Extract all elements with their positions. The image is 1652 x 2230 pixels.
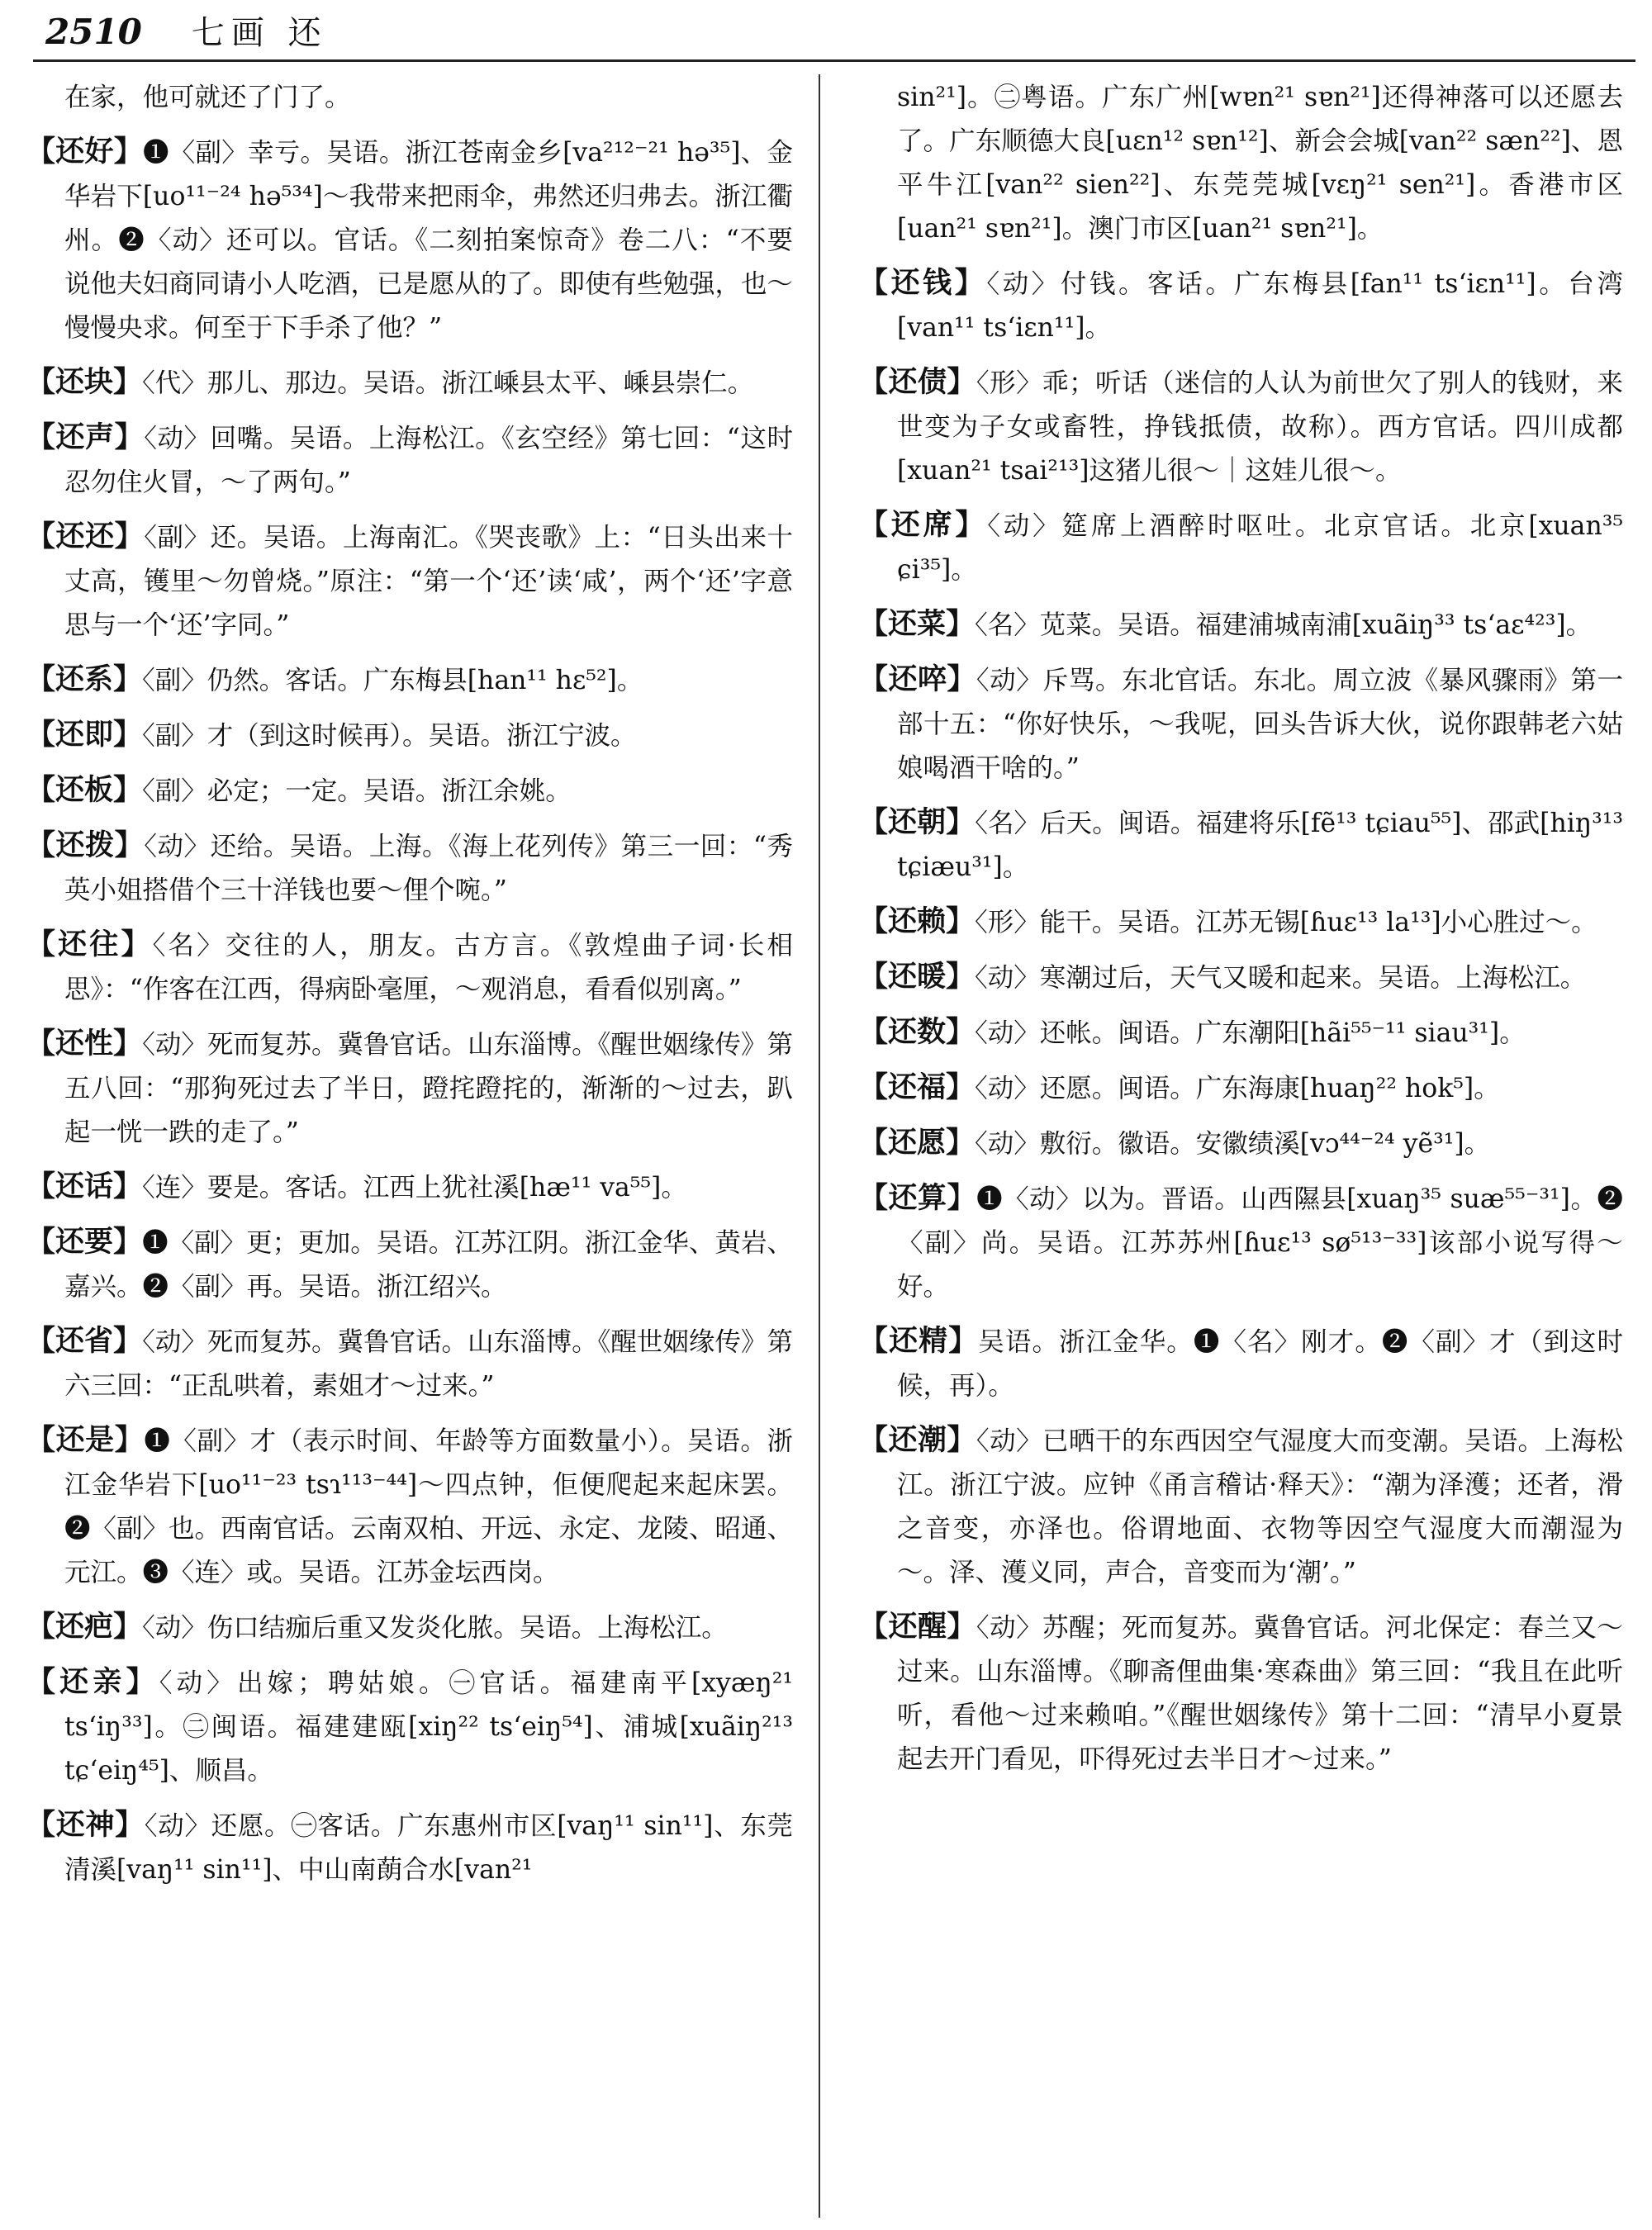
page-number: 2510 (45, 12, 142, 52)
headword: 【还即】 (26, 718, 143, 752)
headword: 【还席】 (859, 508, 988, 542)
dictionary-entry: 【还啐】〈动〉斥骂。东北官话。东北。周立波《暴风骤雨》第一部十五：“你好快乐，～我呢，回头告诉大伙，说你跟韩老六姑娘喝酒干啥的。” (859, 662, 1623, 783)
dictionary-entry: 【还精】吴语。浙江金华。❶〈名〉刚才。❷〈副〉才（到这时候，再）。 (859, 1324, 1623, 1401)
dictionary-entry: 【还亲】〈动〉出嫁；聘姑娘。㊀官话。福建南平[xyæŋ²¹ tsʻiŋ³³]。㊁闽语。福建建瓯[xiŋ²² tsʻeiŋ⁵⁴]、浦城[xuãiŋ²¹³ tɕʻeiŋ⁴⁵]、顺昌。 (26, 1665, 793, 1786)
section-title: 七画 还 (191, 14, 328, 52)
dictionary-entry: 【还要】❶〈副〉更；更加。吴语。江苏江阴。浙江金华、黄岩、嘉兴。❷〈副〉再。吴语。浙江绍兴。 (26, 1225, 793, 1302)
dictionary-entry: 【还赖】〈形〉能干。吴语。江苏无锡[ɦuɛ¹³ la¹³]小心胜过～。 (859, 904, 1597, 938)
dictionary-entry: 【还好】❶〈副〉幸亏。吴语。浙江苍南金乡[va²¹²⁻²¹ hə³⁵]、金华岩下[uo¹¹⁻²⁴ hə⁵³⁴]～我带来把雨伞，弗然还归弗去。浙江衢州。❷〈动〉还可以。官话。《二刻拍案惊奇》卷二八：“不要说他夫妇商同请小人吃酒，已是愿从的了。即使有些勉强，也～慢慢央求。何至于下手杀了他？” (26, 135, 794, 343)
dictionary-entry: 【还暖】〈动〉寒潮过后，天气又暖和起来。吴语。上海松江。 (859, 960, 1587, 994)
dictionary-entry: 【还醒】〈动〉苏醒；死而复苏。冀鲁官话。河北保定：春兰又～过来。山东淄博。《聊斋俚曲集·寒森曲》第三回：“我且在此听听，看他～过来赖咱。”《醒世姻缘传》第十二回：“清早小夏景起去开门看见，吓得死过去半日才～过来。” (859, 1610, 1623, 1774)
dictionary-entry: 【还债】〈形〉乖；听话（迷信的人认为前世欠了别人的钱财，来世变为子女或畜牲，挣钱抵债，故称）。西方官话。四川成都[xuan²¹ tsai²¹³]这猪儿很～｜这娃儿很～。 (859, 365, 1623, 486)
dictionary-entry: sin²¹]。㊁粤语。广东广州[wɐn²¹ sɐn²¹]还得神落可以还愿去了。广东顺德大良[uɛn¹² sɐn¹²]、新会会城[van²² sæn²²]、恩平牛江[van²² sien²²]、东莞莞城[vɛŋ²¹ sen²¹]。香港市区[uan²¹ sɐn²¹]。澳门市区[uan²¹ sɐn²¹]。 (897, 83, 1623, 244)
dictionary-entry: 【还话】〈连〉要是。客话。江西上犹社溪[hæ¹¹ va⁵⁵]。 (26, 1170, 687, 1203)
dictionary-entry: 【还算】❶〈动〉以为。晋语。山西隰县[xuaŋ³⁵ suæ⁵⁵⁻³¹]。❷〈副〉尚。吴语。江苏苏州[ɦuɛ¹³ sø⁵¹³⁻³³]该部小说写得～好。 (859, 1181, 1623, 1302)
dictionary-entry: 【还即】〈副〉才（到这时候再）。吴语。浙江宁波。 (26, 718, 637, 752)
column-divider (819, 74, 820, 2218)
dictionary-entry: 【还性】〈动〉死而复苏。冀鲁官话。山东淄博。《醒世姻缘传》第五八回：“那狗死过去了半日，蹬挓蹬挓的，渐渐的～过去，趴起一恍一跌的走了。” (26, 1027, 793, 1147)
dictionary-entry: 【还板】〈副〉必定；一定。吴语。浙江余姚。 (26, 773, 572, 807)
headword: 【还朝】 (859, 805, 976, 839)
headword: 【还啐】 (859, 662, 976, 696)
dictionary-entry: 【还是】❶〈副〉才（表示时间、年龄等方面数量小）。吴语。浙江金华岩下[uo¹¹⁻²³ tsɿ¹¹³⁻⁴⁴]～四点钟，佢便爬起来起床罢。❷〈副〉也。西南官话。云南双柏、开远、永定、龙陵、昭通、元江。❸〈连〉或。吴语。江苏金坛西岗。 (26, 1423, 794, 1587)
headword: 【还数】 (859, 1015, 976, 1049)
headword: 【还暖】 (859, 960, 976, 994)
dictionary-entry: 【还钱】〈动〉付钱。客话。广东梅县[fan¹¹ tsʻiɛn¹¹]。台湾[van¹¹ tsʻiɛn¹¹]。 (859, 266, 1623, 343)
headword: 【还往】 (26, 928, 153, 961)
headword: 【还拨】 (26, 828, 145, 862)
dictionary-entry: 【还声】〈动〉回嘴。吴语。上海松江。《玄空经》第七回：“这时忍勿住火冒，～了两句。” (26, 420, 793, 497)
dictionary-entry: 【还潮】〈动〉已晒干的东西因空气湿度大而变潮。吴语。上海松江。浙江宁波。应钟《甬言稽诂·释天》：“潮为泽濩；还者，滑之音变，亦泽也。俗谓地面、衣物等因空气湿度大而潮湿为～。泽、濩义同，声合，音变而为‘潮’。” (859, 1423, 1623, 1587)
headword: 【还潮】 (859, 1423, 976, 1457)
left-column (26, 76, 793, 1902)
headword: 【还还】 (26, 520, 145, 553)
headword: 【还愿】 (859, 1126, 976, 1160)
dictionary-entry: 【还数】〈动〉还帐。闽语。广东潮阳[hãi⁵⁵⁻¹¹ siau³¹]。 (859, 1015, 1526, 1049)
dictionary-entry: 【还系】〈副〉仍然。客话。广东梅县[han¹¹ hɛ⁵²]。 (26, 662, 643, 696)
headword: 【还亲】 (26, 1665, 159, 1699)
headword: 【还块】 (26, 365, 143, 399)
headword: 【还赖】 (859, 904, 976, 938)
headword: 【还好】 (26, 135, 144, 168)
headword: 【还福】 (859, 1070, 976, 1104)
headword: 【还算】 (859, 1181, 977, 1215)
dictionary-entry: 【还福】〈动〉还愿。闽语。广东海康[huaŋ²² hok⁵]。 (859, 1070, 1500, 1104)
dictionary-entry: 【还朝】〈名〉后天。闽语。福建将乐[fẽ¹³ tɕiau⁵⁵]、邵武[hiŋ³¹³ tɕiæu³¹]。 (859, 805, 1623, 882)
headword: 【还声】 (26, 420, 145, 454)
dictionary-entry: 【还席】〈动〉筵席上酒醉时呕吐。北京官话。北京[xuan³⁵ ɕi³⁵]。 (859, 508, 1623, 585)
headword: 【还神】 (26, 1808, 145, 1842)
dictionary-entry: 【还菜】〈名〉苋菜。吴语。福建浦城南浦[xuãiŋ³³ tsʻaɛ⁴²³]。 (859, 607, 1593, 641)
dictionary-entry: 【还还】〈副〉还。吴语。上海南汇。《哭丧歌》上：“日头出来十丈高，镬里～勿曾烧。”原注：“第一个‘还’读‘咸’，两个‘还’字意思与一个‘还’字同。” (26, 520, 793, 640)
headword: 【还要】 (26, 1225, 143, 1259)
headword: 【还精】 (859, 1324, 979, 1358)
header-rule (33, 59, 1635, 62)
dictionary-entry: 在家，他可就还了门了。 (64, 83, 351, 112)
dictionary-entry: 【还省】〈动〉死而复苏。冀鲁官话。山东淄博。《醒世姻缘传》第六三回：“正乱哄着，素姐才～过来。” (26, 1324, 793, 1401)
headword: 【还疤】 (26, 1610, 143, 1644)
dictionary-entry: 【还疤】〈动〉伤口结痂后重又发炎化脓。吴语。上海松江。 (26, 1610, 728, 1644)
dictionary-entry: 【还神】〈动〉还愿。㊀客话。广东惠州市区[vaŋ¹¹ sin¹¹]、东莞清溪[vaŋ¹¹ sin¹¹]、中山南蓢合水[van²¹ (26, 1808, 793, 1885)
headword: 【还性】 (26, 1027, 143, 1060)
headword: 【还是】 (26, 1423, 145, 1457)
headword: 【还菜】 (859, 607, 976, 641)
dictionary-entry: 【还拨】〈动〉还给。吴语。上海。《海上花列传》第三一回：“秀英小姐搭借个三十洋钱也要～俚个啘。” (26, 828, 793, 905)
dictionary-entry: 【还往】〈名〉交往的人，朋友。古方言。《敦煌曲子词·长相思》：“作客在江西，得病卧毫厘，～观消息，看看似别离。” (26, 928, 793, 1004)
dictionary-entry: 【还愿】〈动〉敷衍。徽语。安徽绩溪[vɔ⁴⁴⁻²⁴ yẽ³¹]。 (859, 1126, 1491, 1160)
dictionary-entry: 【还块】〈代〉那儿、那边。吴语。浙江嵊县太平、嵊县崇仁。 (26, 365, 754, 399)
headword: 【还省】 (26, 1324, 143, 1358)
headword: 【还债】 (859, 365, 976, 399)
headword: 【还板】 (26, 773, 143, 807)
page-header (45, 7, 328, 56)
headword: 【还话】 (26, 1170, 143, 1203)
right-column (859, 76, 1623, 1791)
headword: 【还钱】 (859, 266, 987, 300)
headword: 【还系】 (26, 662, 143, 696)
headword: 【还醒】 (859, 1610, 976, 1644)
